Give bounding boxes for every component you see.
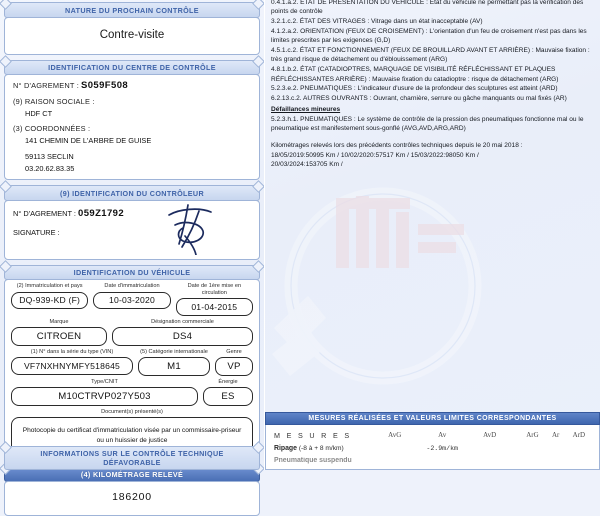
controller-agrement-value: 059Z1792 bbox=[78, 208, 124, 219]
right-column bbox=[264, 0, 600, 470]
centre-phone: 03.20.62.83.35 bbox=[13, 163, 251, 175]
vehicle-field-immat bbox=[11, 283, 88, 316]
defect-item: 4.5.1.c.2. ÉTAT ET FONCTIONNEMENT (FEUX DE BROUILLARD AVANT ET ARRIÈRE) : Mauvaise fixation : très grand risque de détachement ou d'éblouissement (ARG) bbox=[271, 46, 592, 65]
section-odometer bbox=[4, 467, 260, 516]
measure-value-arg bbox=[518, 443, 546, 456]
measures-col-gap bbox=[504, 428, 518, 443]
signature-mark bbox=[155, 203, 225, 255]
vehicle-field-energie bbox=[203, 379, 253, 406]
vehicle-row-type bbox=[11, 379, 253, 406]
documents-label: Document(s) présenté(s) bbox=[11, 409, 253, 416]
next-control-header: NATURE DU PROCHAIN CONTRÔLE bbox=[4, 2, 260, 18]
measure-value-ard bbox=[565, 455, 593, 467]
measure-value-av: -2.9m/km bbox=[409, 443, 475, 456]
vehicle-field-genre bbox=[215, 349, 253, 376]
vehicle-field-designation bbox=[112, 319, 253, 346]
measures-col-avd: AvD bbox=[475, 428, 504, 443]
measures-panel bbox=[265, 425, 600, 470]
type-cnit-label: Type/CNIT bbox=[11, 379, 198, 386]
measures-header: MESURES RÉALISÉES ET VALEURS LIMITES CORRESPONDANTES bbox=[265, 412, 600, 426]
defect-item: 5.2.3.e.2. PNEUMATIQUES : L'indicateur d'usure de la profondeur des sculptures est atteint (ARD) bbox=[271, 84, 592, 93]
odometer-panel bbox=[4, 481, 260, 516]
genre-value: VP bbox=[215, 357, 253, 376]
centre-raison-row bbox=[13, 96, 251, 120]
marque-label: Marque bbox=[11, 319, 107, 326]
next-control-value: Contre-visite bbox=[5, 18, 259, 54]
defect-item: 0.4.1.a.2. ÉTAT DE PRÉSENTATION DU VÉHICULE : Etat du véhicule ne permettant pas la vérification des points de contrôle bbox=[271, 0, 592, 17]
measures-col-label: M E S U R E S bbox=[272, 428, 380, 443]
centre-agrement-label: N° D'AGREMENT : bbox=[13, 81, 79, 90]
left-column bbox=[0, 0, 264, 470]
vehicle-field-categorie bbox=[138, 349, 210, 376]
measure-row-label bbox=[272, 455, 380, 467]
date-mec-value: 01-04-2015 bbox=[176, 298, 253, 316]
measures-header-row bbox=[272, 428, 593, 443]
categorie-value: M1 bbox=[138, 357, 210, 376]
measure-gap bbox=[504, 455, 518, 467]
section-controller bbox=[4, 185, 260, 260]
measure-value-ar bbox=[547, 443, 565, 456]
controller-header: (9) IDENTIFICATION DU CONTRÔLEUR bbox=[4, 185, 260, 201]
centre-agrement-row bbox=[13, 78, 251, 93]
odometer-value: 186200 bbox=[5, 482, 259, 515]
odometer-header: (4) KILOMÉTRAGE RELEVÉ bbox=[4, 467, 260, 483]
section-control-centre bbox=[4, 60, 260, 181]
controller-panel bbox=[4, 200, 260, 260]
measures-col-ar: Ar bbox=[547, 428, 565, 443]
measures-col-ard: ArD bbox=[565, 428, 593, 443]
measure-value-avd bbox=[475, 443, 504, 456]
table-row bbox=[272, 455, 593, 467]
vehicle-row-registration bbox=[11, 283, 253, 316]
measure-value-arg bbox=[518, 455, 546, 467]
defects-list bbox=[265, 0, 600, 134]
date-mec-label: Date de 1ère mise en circulation bbox=[176, 283, 253, 297]
vehicle-field-vin bbox=[11, 349, 133, 376]
controller-agrement-label: N° D'AGREMENT : bbox=[13, 209, 76, 218]
measure-gap bbox=[504, 443, 518, 456]
defect-item: 3.2.1.c.2. ÉTAT DES VITRAGES : Vitrage dans un état inacceptable (AV) bbox=[271, 17, 592, 26]
designation-value: DS4 bbox=[112, 327, 253, 346]
measures-col-avg: AvG bbox=[380, 428, 409, 443]
measure-row-range: (-8 à + 8 m/km) bbox=[297, 445, 344, 452]
documents-value: Photocopie du certificat d'immatriculation visée par un commissaire-priseur ou un huissier de justice bbox=[11, 417, 253, 455]
centre-raison-value: HDF CT bbox=[13, 108, 251, 120]
vehicle-field-type-cnit bbox=[11, 379, 198, 406]
control-centre-header: IDENTIFICATION DU CENTRE DE CONTRÔLE bbox=[4, 60, 260, 76]
measure-row-label bbox=[272, 443, 380, 456]
vehicle-field-date-mec bbox=[176, 283, 253, 316]
vin-value: VF7NXHNYMFY518645 bbox=[11, 357, 133, 375]
section-measures bbox=[265, 412, 600, 471]
odometer-history-line1: 18/05/2019:50995 Km / 10/02/2020:57517 Km / 15/03/2022:98050 Km / bbox=[271, 151, 592, 160]
vehicle-field-date-immat bbox=[93, 283, 170, 316]
measure-value-ard bbox=[565, 443, 593, 456]
minor-defect-item: 5.2.3.h.1. PNEUMATIQUES : Le système de contrôle de la pression des pneumatiques fonctionne mal ou le pneumatique est manifestement sous-gonflé (AVG,AVD,ARG,ARD) bbox=[271, 115, 592, 134]
immat-label: (2) Immatriculation et pays bbox=[11, 283, 88, 290]
minor-defects-header: Défaillances mineures bbox=[271, 105, 592, 114]
measure-row-name: Pneumatique suspendu bbox=[274, 457, 352, 464]
marque-value: CITROEN bbox=[11, 327, 107, 346]
vin-label: (1) N° dans la série du type (VIN) bbox=[11, 349, 133, 356]
measures-col-av: Av bbox=[409, 428, 475, 443]
categorie-label: (5) Catégorie internationale bbox=[138, 349, 210, 356]
measure-row-name: Ripage bbox=[274, 445, 297, 452]
measure-value-avg bbox=[380, 443, 409, 456]
date-immat-value: 10-03-2020 bbox=[93, 292, 170, 310]
vehicle-row-make bbox=[11, 319, 253, 346]
genre-label: Genre bbox=[215, 349, 253, 356]
date-immat-label: Date d'immatriculation bbox=[93, 283, 170, 290]
immat-value: DQ-939-KD (F) bbox=[11, 292, 88, 310]
defect-item: 6.2.13.c.2. AUTRES OUVRANTS : Ouvrant, charnière, serrure ou gâche manquants ou mal fixés (AR) bbox=[271, 94, 592, 103]
control-centre-panel bbox=[4, 74, 260, 180]
controller-signature-label: SIGNATURE : bbox=[13, 228, 60, 237]
measure-value-av bbox=[409, 455, 475, 467]
energie-label: Énergie bbox=[203, 379, 253, 386]
energie-value: ES bbox=[203, 387, 253, 406]
measure-value-avg bbox=[380, 455, 409, 467]
centre-raison-label: (9) RAISON SOCIALE : bbox=[13, 97, 95, 106]
measure-value-avd bbox=[475, 455, 504, 467]
type-cnit-value: M10CTRVP027Y503 bbox=[11, 387, 198, 406]
vehicle-row-vin bbox=[11, 349, 253, 376]
vehicle-panel bbox=[4, 279, 260, 461]
vehicle-header: IDENTIFICATION DU VÉHICULE bbox=[4, 265, 260, 281]
vehicle-field-marque bbox=[11, 319, 107, 346]
odometer-history bbox=[265, 134, 600, 169]
odometer-history-line2: 20/03/2024:153705 Km / bbox=[271, 160, 592, 169]
centre-agrement-value: S059F508 bbox=[81, 80, 128, 91]
centre-address-line2: 59113 SECLIN bbox=[13, 151, 251, 163]
section-vehicle bbox=[4, 265, 260, 462]
centre-coordonnees-label: (3) COORDONNÉES : bbox=[13, 124, 90, 133]
next-control-panel bbox=[4, 17, 260, 55]
defect-item: 4.8.1.b.2. ÉTAT (CATADIOPTRES, MARQUAGE DE VISIBILITÉ RÉFLÉCHISSANT ET PLAQUES RÉFLÉCHISSANTES ARRIÈRE) : Mauvaise fixation du catadioptre : risque de détachement (ARG) bbox=[271, 65, 592, 84]
centre-address-line1: 141 CHEMIN DE L'ARBRE DE GUISE bbox=[13, 135, 251, 147]
centre-coordonnees-row bbox=[13, 123, 251, 175]
measures-table bbox=[272, 428, 593, 467]
designation-label: Désignation commerciale bbox=[112, 319, 253, 326]
section-unfavourable bbox=[4, 446, 260, 471]
odometer-history-intro: Kilométrages relevés lors des précédents contrôles techniques depuis le 20 mai 2018 : bbox=[271, 141, 592, 150]
table-row bbox=[272, 443, 593, 456]
unfavourable-header: INFORMATIONS SUR LE CONTRÔLE TECHNIQUE DÉFAVORABLE bbox=[4, 446, 260, 471]
measure-value-ar bbox=[547, 455, 565, 467]
measures-col-arg: ArG bbox=[518, 428, 546, 443]
defect-item: 4.1.2.a.2. ORIENTATION (FEUX DE CROISEMENT) : L'orientation d'un feu de croisement n'est pas dans les limites prescrites par les exigences (G,D) bbox=[271, 27, 592, 46]
section-next-control bbox=[4, 2, 260, 55]
